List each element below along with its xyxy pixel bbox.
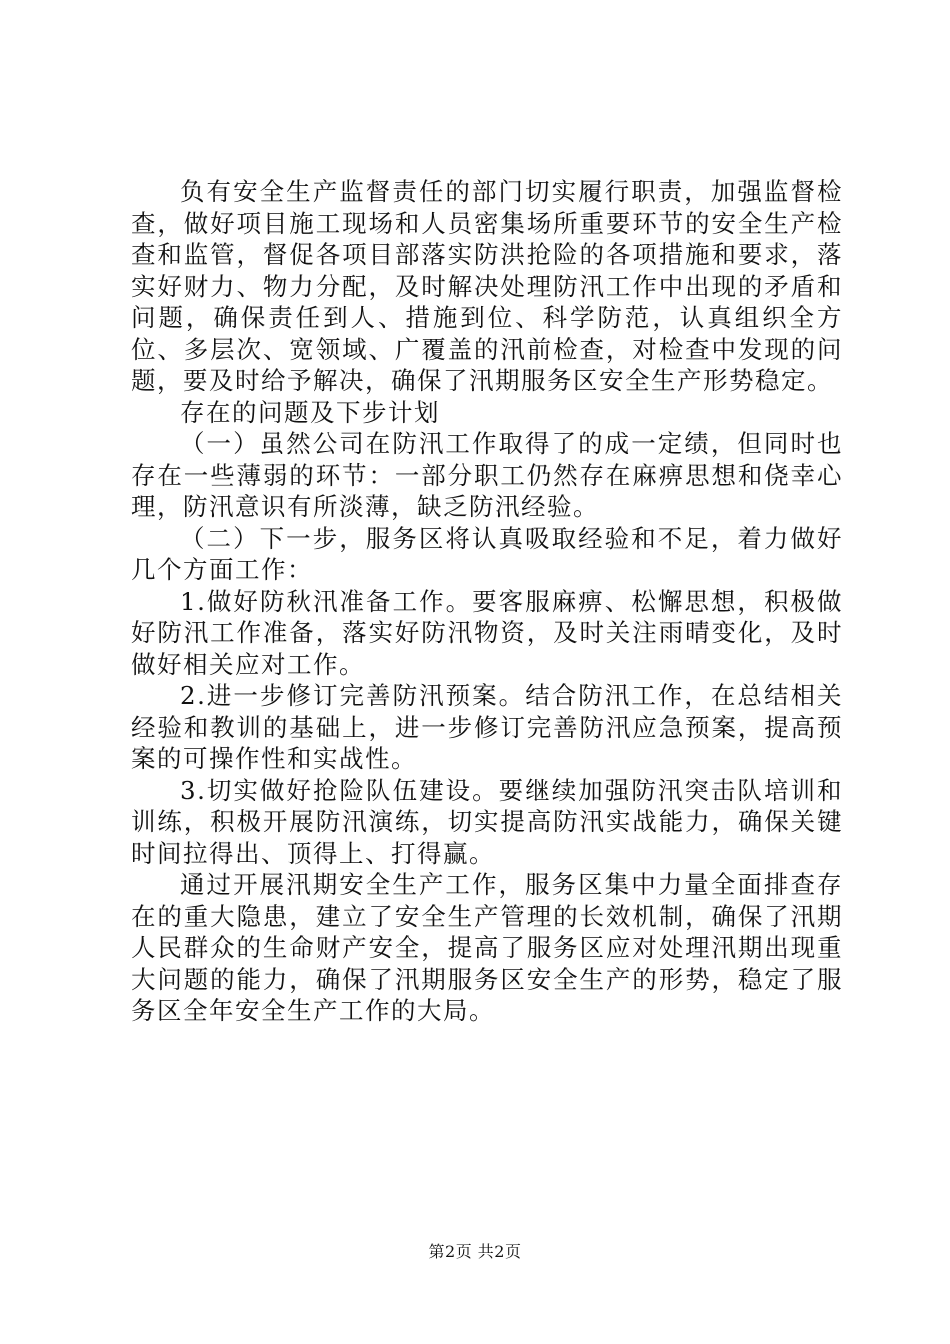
- page-footer: 第2页 共2页: [428, 1242, 522, 1261]
- paragraph-problem-one: （一）虽然公司在防汛工作取得了的成一定绩，但同时也存在一些薄弱的环节：一部分职工仍然存在麻痹思想和侥幸心理，防汛意识有所淡薄，缺乏防汛经验。: [131, 429, 843, 521]
- document-body: [131, 176, 843, 1027]
- paragraph-item-1: 1.做好防秋汛准备工作。要客服麻痹、松懈思想，积极做好防汛工作准备，落实好防汛物资，及时关注雨晴变化，及时做好相关应对工作。: [131, 586, 843, 679]
- paragraph-supervision: 负有安全生产监督责任的部门切实履行职责，加强监督检查，做好项目施工现场和人员密集场所重要环节的安全生产检查和监管，督促各项目部落实防洪抢险的各项措施和要求，落实好财力、物力分配，及时解决处理防汛工作中出现的矛盾和问题，确保责任到人、措施到位、科学防范，认真组织全方位、多层次、宽领域、广覆盖的汛前检查，对检查中发现的问题，要及时给予解决，确保了汛期服务区安全生产形势稳定。: [131, 177, 843, 395]
- paragraph-item-2: 2.进一步修订完善防汛预案。结合防汛工作，在总结相关经验和教训的基础上，进一步修订完善防汛应急预案，提高预案的可操作性和实战性。: [131, 681, 843, 773]
- paragraph-item-3: 3.切实做好抢险队伍建设。要继续加强防汛突击队培训和训练，积极开展防汛演练，切实提高防汛实战能力，确保关键时间拉得出、顶得上、打得赢。: [131, 775, 843, 868]
- paragraph-heading-problems-plans: 存在的问题及下步计划: [180, 397, 440, 427]
- paragraph-conclusion: 通过开展汛期安全生产工作，服务区集中力量全面排查存在的重大隐患，建立了安全生产管理的长效机制，确保了汛期人民群众的生命财产安全，提高了服务区应对处理汛期出现重大问题的能力，确保了汛期服务区安全生产的形势，稳定了服务区全年安全生产工作的大局。: [131, 870, 843, 1025]
- paragraph-next-step: （二）下一步，服务区将认真吸取经验和不足，着力做好几个方面工作：: [131, 523, 843, 584]
